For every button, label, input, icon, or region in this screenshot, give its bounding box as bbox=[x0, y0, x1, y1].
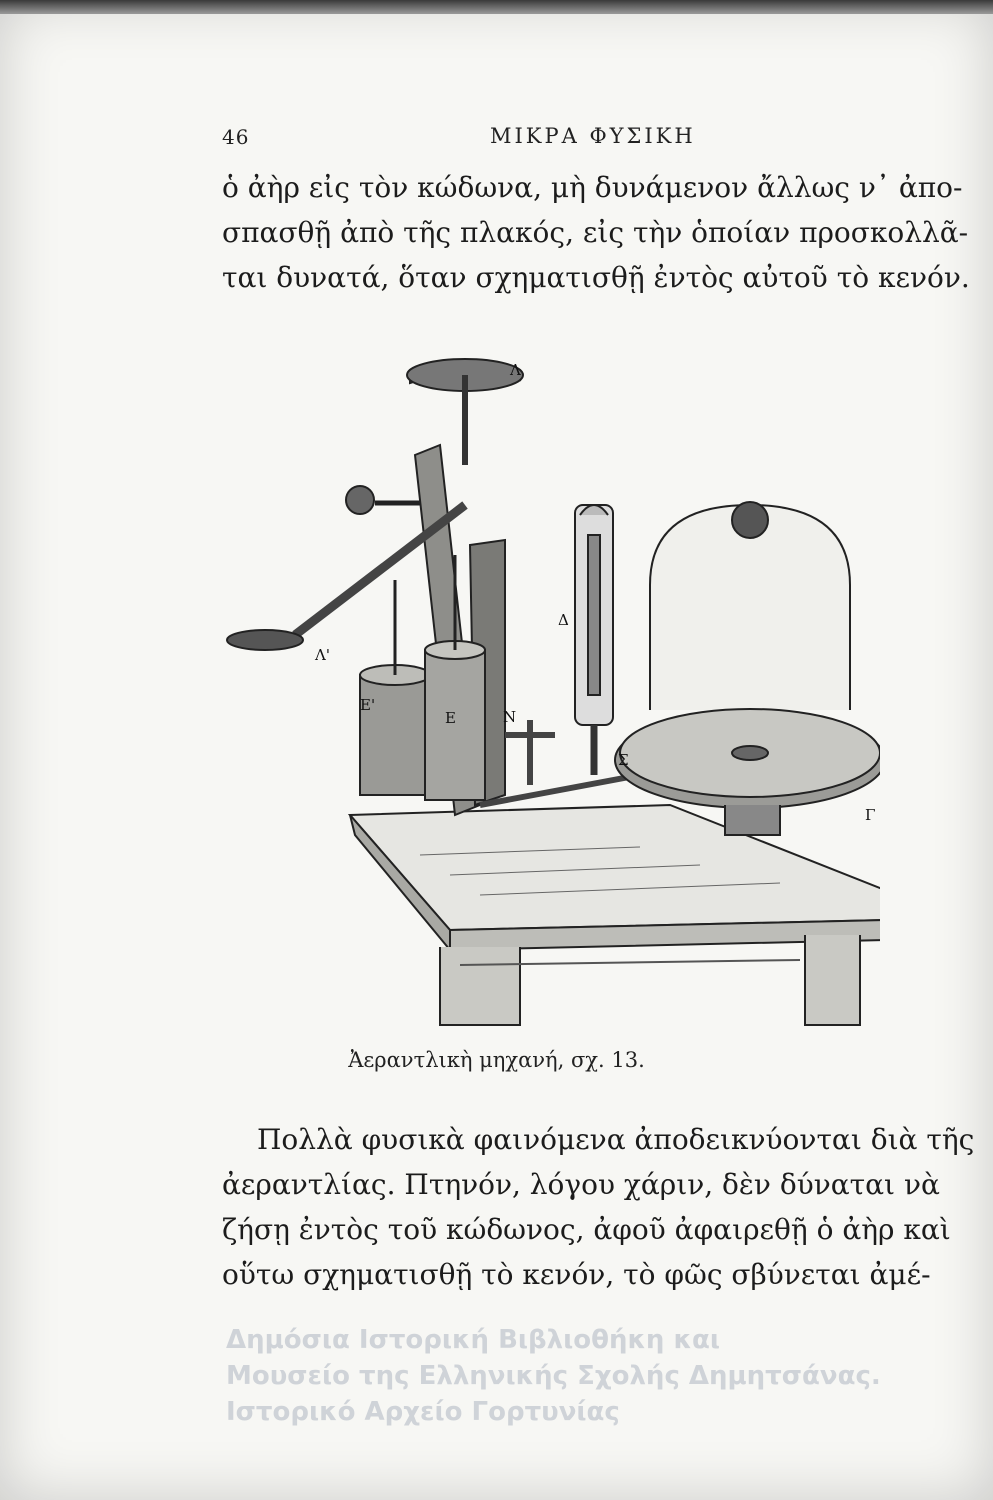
air-pump-engraving bbox=[220, 335, 880, 1035]
watermark-line: Δημόσια Ιστορική Βιβλιοθήκη και bbox=[226, 1325, 720, 1355]
running-head: ΜΙΚΡΑ ΦΥΣΙΚΗ bbox=[490, 124, 696, 148]
label-cylinder-left: Ε' bbox=[360, 696, 376, 714]
label-handle-top: Λ bbox=[510, 361, 521, 379]
library-watermark bbox=[226, 1322, 986, 1430]
text-line: Πολλὰ φυσικὰ φαινόμενα ἀποδεικνύονται διὰ τῆς bbox=[257, 1123, 975, 1156]
scan-edge bbox=[0, 0, 993, 14]
label-plate: Γ bbox=[865, 806, 876, 824]
table-leg bbox=[440, 947, 520, 1025]
text-line: σπασθῇ ἀπὸ τῆς πλακός, εἰς τὴν ὁποίαν προσκολλᾶ- bbox=[222, 216, 969, 249]
text-line: οὕτω σχηματισθῇ τὸ κενόν, τὸ φῶς σβύνεται ἀμέ- bbox=[222, 1258, 931, 1291]
label-stopcock: Σ bbox=[618, 751, 629, 769]
label-gauge: Δ bbox=[558, 611, 569, 629]
label-handle-left: Λ' bbox=[315, 646, 330, 664]
paragraph-top bbox=[222, 165, 970, 300]
figure-caption: Ἀεραντλικὴ μηχανή, σχ. 13. bbox=[348, 1048, 645, 1072]
cylinder-left bbox=[360, 675, 430, 795]
crank-handle bbox=[227, 630, 303, 650]
watermark-line: Ιστορικό Αρχείο Γορτυνίας bbox=[226, 1397, 620, 1427]
text-line: ζήσῃ ἐντὸς τοῦ κώδωνος, ἀφοῦ ἀφαιρεθῇ ὁ ἀὴρ καὶ bbox=[222, 1213, 951, 1246]
paragraph-bottom bbox=[222, 1117, 975, 1297]
text-line: ὁ ἀὴρ εἰς τὸν κώδωνα, μὴ δυνάμενον ἄλλως ν᾿ ἀπο- bbox=[222, 171, 963, 204]
valve bbox=[505, 720, 555, 785]
table-leg bbox=[805, 935, 860, 1025]
label-valve: Ν bbox=[503, 708, 517, 726]
page-number: 46 bbox=[222, 125, 250, 149]
watermark-line: Μουσείο της Ελληνικής Σχολής Δημητσάνας. bbox=[226, 1361, 881, 1391]
label-cylinder-right: Ε bbox=[445, 709, 456, 727]
text-line: ται δυνατά, ὅταν σχηματισθῇ ἐντὸς αὐτοῦ τὸ κενόν. bbox=[222, 261, 970, 294]
text-line: ἀεραντλίας. Πτηνόν, λόγου χάριν, δὲν δύναται νὰ bbox=[222, 1168, 940, 1201]
